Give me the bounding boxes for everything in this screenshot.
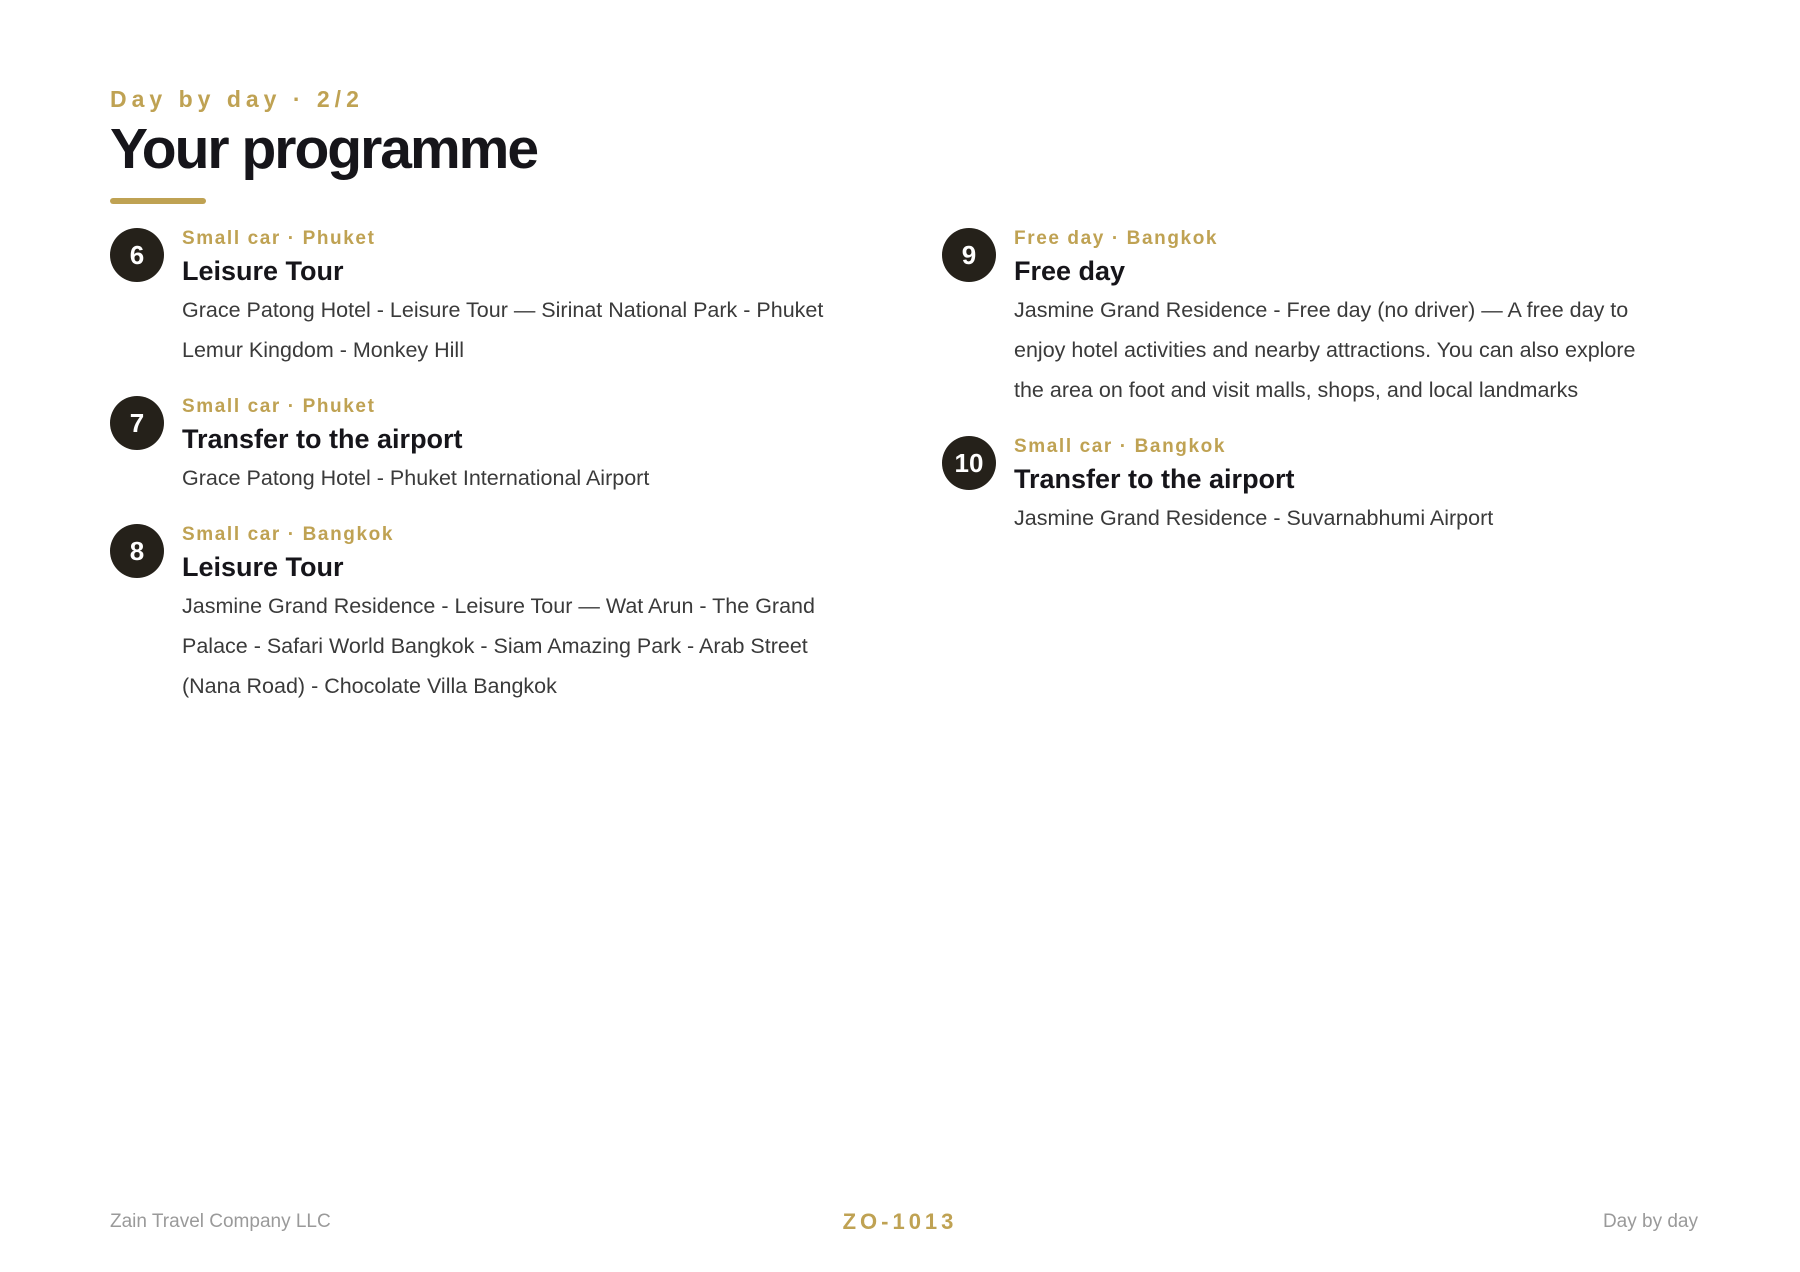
- day-description: Jasmine Grand Residence - Leisure Tour — Wat Arun - The Grand Palace - Safari World Bangkok - Siam Amazing Park - Arab Street (Nana Road) - Chocolate Villa Bangkok: [182, 594, 815, 698]
- footer-reference: ZO-1013: [842, 1209, 958, 1234]
- day-item: [110, 524, 830, 706]
- days-column-left: [110, 228, 830, 732]
- day-meta: Small car · Bangkok: [1014, 436, 1227, 457]
- day-meta: Small car · Phuket: [182, 228, 376, 249]
- day-title: Transfer to the airport: [1014, 464, 1295, 494]
- day-meta: Free day · Bangkok: [1014, 228, 1219, 249]
- day-item: [942, 228, 1662, 410]
- day-title: Leisure Tour: [182, 552, 344, 582]
- day-meta: Small car · Phuket: [182, 396, 376, 417]
- day-item: [110, 396, 830, 498]
- day-number-badge: 9: [942, 228, 996, 282]
- day-item: [110, 228, 830, 370]
- day-title: Leisure Tour: [182, 256, 344, 286]
- day-description: Jasmine Grand Residence - Free day (no driver) — A free day to enjoy hotel activities and nearby attractions. You can also explore the area on foot and visit malls, shops, and local landmarks: [1014, 298, 1636, 402]
- day-description: Grace Patong Hotel - Leisure Tour — Sirinat National Park - Phuket Lemur Kingdom - Monkey Hill: [182, 298, 824, 362]
- title-underline: [110, 198, 206, 204]
- footer-company: Zain Travel Company LLC: [110, 1211, 331, 1232]
- day-number-badge: 10: [942, 436, 996, 490]
- day-meta: Small car · Bangkok: [182, 524, 395, 545]
- day-description: Grace Patong Hotel - Phuket International Airport: [182, 466, 650, 490]
- footer-section: Day by day: [1602, 1211, 1698, 1232]
- page-title: Your programme: [110, 117, 538, 181]
- day-number-badge: 7: [110, 396, 164, 450]
- programme-page: [110, 0, 1700, 1272]
- days-column-right: [942, 228, 1662, 564]
- day-item: [942, 436, 1662, 538]
- day-title: Free day: [1014, 256, 1126, 286]
- day-number-badge: 6: [110, 228, 164, 282]
- day-title: Transfer to the airport: [182, 424, 463, 454]
- day-description: Jasmine Grand Residence - Suvarnabhumi Airport: [1014, 506, 1494, 530]
- section-eyebrow: Day by day · 2/2: [110, 86, 364, 112]
- day-number-badge: 8: [110, 524, 164, 578]
